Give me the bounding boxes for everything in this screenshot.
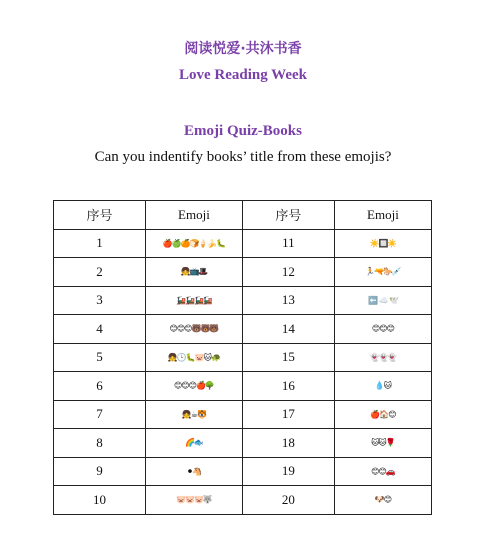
row-emoji-right: 💧🐱 bbox=[334, 372, 431, 401]
table-row bbox=[54, 229, 432, 258]
page-title-english: Love Reading Week bbox=[178, 67, 308, 83]
row-number-left: 2 bbox=[54, 258, 146, 287]
row-emoji-right: ⬅️ ☁️ 🕊️ bbox=[334, 286, 431, 315]
row-number-right: 16 bbox=[242, 372, 334, 401]
row-emoji-right: 😊😊😊 bbox=[334, 315, 431, 344]
row-emoji-right: 🍎🏠😊 bbox=[334, 400, 431, 429]
quiz-subtitle: Can you indentify books’ title from these emojis? bbox=[94, 149, 392, 165]
emoji-quiz-table bbox=[53, 200, 432, 515]
table-row bbox=[54, 286, 432, 315]
row-number-left: 1 bbox=[54, 229, 146, 258]
row-emoji-left: 👧🕒🐛🐷🐱🐢 bbox=[145, 343, 242, 372]
row-number-right: 15 bbox=[242, 343, 334, 372]
row-emoji-left: 🌈🐟 bbox=[145, 429, 242, 458]
row-number-right: 19 bbox=[242, 457, 334, 486]
header-number-left: 序号 bbox=[54, 201, 146, 230]
table-row bbox=[54, 372, 432, 401]
table-row bbox=[54, 429, 432, 458]
table-row bbox=[54, 400, 432, 429]
table-header-row bbox=[54, 201, 432, 230]
row-number-right: 11 bbox=[242, 229, 334, 258]
header-emoji-right: Emoji bbox=[334, 201, 431, 230]
table-row bbox=[54, 315, 432, 344]
table-row bbox=[54, 258, 432, 287]
row-number-left: 4 bbox=[54, 315, 146, 344]
row-number-left: 10 bbox=[54, 486, 146, 515]
row-emoji-right: 🐶😊 bbox=[334, 486, 431, 515]
row-number-left: 7 bbox=[54, 400, 146, 429]
row-emoji-right: ☀️🔲☀️ bbox=[334, 229, 431, 258]
table-row bbox=[54, 457, 432, 486]
row-emoji-left: 🐷🐷🐷🐺 bbox=[145, 486, 242, 515]
header-emoji-left: Emoji bbox=[145, 201, 242, 230]
row-number-right: 20 bbox=[242, 486, 334, 515]
row-number-right: 14 bbox=[242, 315, 334, 344]
row-number-right: 17 bbox=[242, 400, 334, 429]
row-number-right: 12 bbox=[242, 258, 334, 287]
header-number-right: 序号 bbox=[242, 201, 334, 230]
row-emoji-left: 👧📺🎩 bbox=[145, 258, 242, 287]
quiz-title: Emoji Quiz-Books bbox=[184, 123, 302, 139]
table-row bbox=[54, 486, 432, 515]
row-number-left: 8 bbox=[54, 429, 146, 458]
row-emoji-right: 🐱🐱🌹 bbox=[334, 429, 431, 458]
row-number-right: 18 bbox=[242, 429, 334, 458]
row-number-left: 6 bbox=[54, 372, 146, 401]
row-emoji-left: 🚂🚂🚂🚂 bbox=[145, 286, 242, 315]
row-number-right: 13 bbox=[242, 286, 334, 315]
row-emoji-left: 😊😊😊🍎🌳 bbox=[145, 372, 242, 401]
row-number-left: 5 bbox=[54, 343, 146, 372]
row-number-left: 3 bbox=[54, 286, 146, 315]
table-row bbox=[54, 343, 432, 372]
row-emoji-left: 👧☕🐯 bbox=[145, 400, 242, 429]
row-emoji-left: ⚫🐴 bbox=[145, 457, 242, 486]
row-emoji-right: 👻👻👻 bbox=[334, 343, 431, 372]
row-emoji-right: 🏃🔫🐎💉 bbox=[334, 258, 431, 287]
row-emoji-right: 😊😊🚗 bbox=[334, 457, 431, 486]
row-emoji-left: 😊😊😊🐻🐻🐻 bbox=[145, 315, 242, 344]
row-number-left: 9 bbox=[54, 457, 146, 486]
row-emoji-left: 🍎🍏🍊🍞🍦🍌🐛 bbox=[145, 229, 242, 258]
page-title-chinese: 阅读悦爱·共沐书香 bbox=[184, 41, 302, 57]
